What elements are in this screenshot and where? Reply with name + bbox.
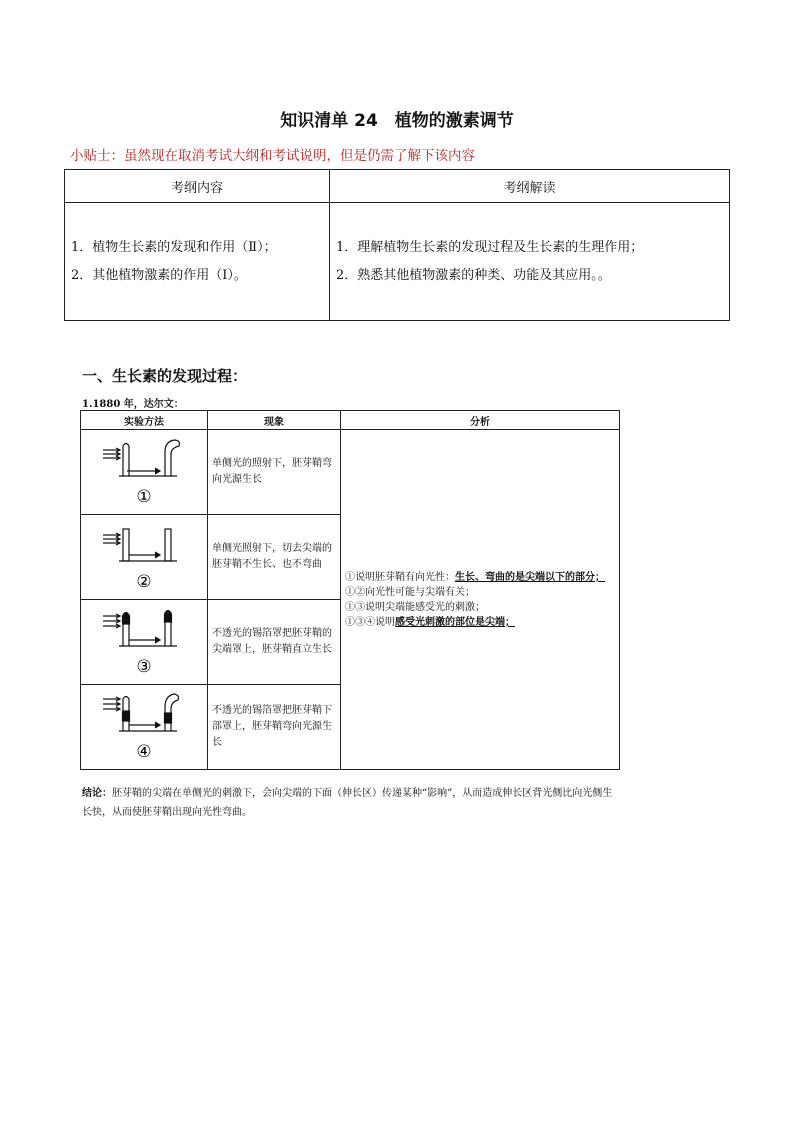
exam-outline-table — [64, 169, 730, 321]
analysis-line: ①说明胚芽鞘有向光性：生长、弯曲的是尖端以下的部分； — [345, 571, 605, 583]
phenomenon-4: 不透光的锡箔罩把胚芽鞘下部罩上，胚芽鞘弯向光源生长 — [208, 685, 341, 770]
experiment-diagram-1 — [81, 430, 208, 515]
outline-header-content: 考纲内容 — [65, 170, 330, 203]
outline-header-interpretation: 考纲解读 — [330, 170, 730, 203]
phenomenon-1: 单侧光的照射下，胚芽鞘弯向光源生长 — [208, 430, 341, 515]
outline-content-item: 1．植物生长素的发现和作用（Ⅱ）； — [71, 239, 277, 255]
exp-header-analysis: 分析 — [341, 411, 620, 430]
coleoptile-tip-covered-diagram — [89, 602, 199, 680]
phenomenon-2: 单侧光照射下，切去尖端的胚芽鞘不生长、也不弯曲 — [208, 515, 341, 600]
conclusion-text: 胚芽鞘的尖端在单侧光的刺激下，会向尖端的下面（伸长区）传递某种“影响”，从而造成伸长区背光侧比向光侧生长快，从而使胚芽鞘出现向光性弯曲。 — [82, 788, 613, 818]
coleoptile-decapitated-diagram — [89, 517, 199, 595]
outline-content-item: 2．其他植物激素的作用（Ⅰ）。 — [71, 267, 247, 283]
darwin-experiment-table — [80, 410, 620, 770]
outline-interpretation-item: 2．熟悉其他植物激素的种类、功能及其应用。。 — [336, 267, 611, 283]
coleoptile-bent-diagram — [89, 432, 199, 510]
tip-note: 小贴士：虽然现在取消考试大纲和考试说明，但是仍需了解下该内容 — [70, 148, 475, 164]
diagram-label-3: ③ — [136, 656, 152, 677]
analysis-line: ①②向光性可能与尖端有关； — [345, 586, 475, 598]
diagram-label-1: ① — [136, 486, 152, 507]
diagram-label-4: ④ — [136, 741, 152, 762]
exp-header-phenomenon: 现象 — [208, 411, 341, 430]
exp-header-method: 实验方法 — [81, 411, 208, 430]
outline-content-cell — [65, 203, 330, 321]
diagram-label-2: ② — [136, 571, 152, 592]
section-title: 一、生长素的发现过程： — [82, 367, 248, 385]
analysis-line: ①③④说明感受光刺激的部位是尖端； — [345, 616, 515, 628]
coleoptile-base-covered-diagram — [89, 687, 199, 765]
analysis-line: ①③说明尖端能感受光的刺激； — [345, 601, 485, 613]
analysis-cell — [341, 430, 620, 770]
experiment-diagram-4 — [81, 685, 208, 770]
section-subtitle: 1.1880 年，达尔文： — [82, 399, 184, 410]
conclusion — [82, 784, 622, 822]
outline-interpretation-item: 1．理解植物生长素的发现过程及生长素的生理作用； — [336, 239, 644, 255]
page-title: 知识清单 24 植物的激素调节 — [280, 111, 514, 131]
phenomenon-3: 不透光的锡箔罩把胚芽鞘的尖端罩上，胚芽鞘直立生长 — [208, 600, 341, 685]
outline-interpretation-cell — [330, 203, 730, 321]
experiment-diagram-2 — [81, 515, 208, 600]
conclusion-label: 结论： — [82, 788, 112, 799]
experiment-diagram-3 — [81, 600, 208, 685]
